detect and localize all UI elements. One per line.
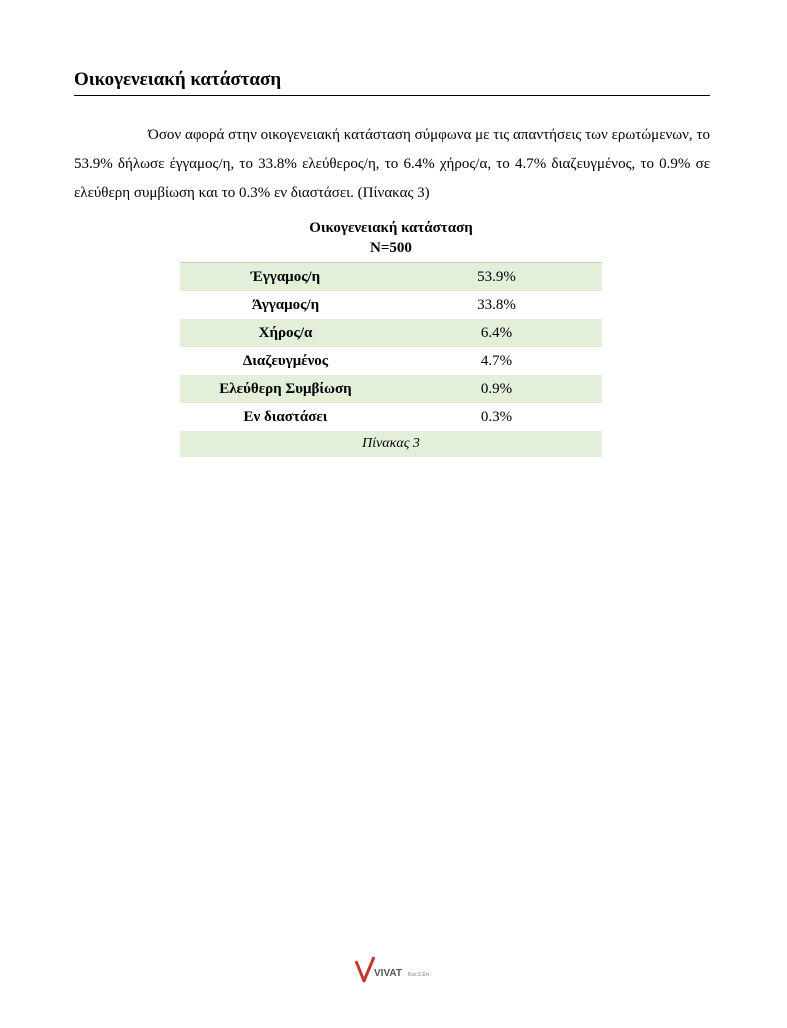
- table-caption: Πίνακας 3: [180, 431, 602, 457]
- row-value: 4.7%: [480, 352, 513, 369]
- marital-status-table: [180, 262, 602, 457]
- logo-subtext: Κον.Σ.Επ.: [408, 972, 431, 978]
- table-row: [180, 319, 602, 347]
- logo-v-mark: [356, 957, 374, 981]
- body-paragraph: Όσον αφορά στην οικογενειακή κατάσταση σύμφωνα με τις απαντήσεις των ερωτώμενων, το 53.9% δήλωσε έγγαμος/η, το 33.8% ελεύθερος/η, το 6.4% χήρος/α, το 4.7% διαζευγμένος, το 0.9% σε ελεύθερη συμβίωση και το 0.3% εν διαστάσει. (Πίνακας 3): [74, 127, 710, 201]
- row-value: 0.3%: [480, 408, 513, 425]
- row-value: 0.9%: [391, 375, 602, 403]
- row-label: Εν διαστάσει: [243, 408, 328, 425]
- table-row: [180, 291, 602, 319]
- row-label: Διαζευγμένος: [242, 352, 329, 369]
- vivat-logo: [354, 955, 444, 985]
- row-label: Ελεύθερη Συμβίωση: [180, 375, 391, 403]
- table-row: [180, 375, 602, 403]
- section-heading: Οικογενειακή κατάσταση: [74, 68, 710, 96]
- row-label: Χήρος/α: [180, 319, 391, 347]
- row-value: 6.4%: [391, 319, 602, 347]
- row-value: 53.9%: [391, 263, 602, 292]
- row-value: 33.8%: [477, 296, 516, 313]
- table-caption-row: [180, 431, 602, 457]
- table-row: [180, 347, 602, 375]
- table-subtitle: N=500: [370, 240, 412, 256]
- table-row: [180, 263, 602, 292]
- row-label: Άγγαμος/η: [251, 296, 320, 313]
- row-label: Έγγαμος/η: [180, 263, 391, 292]
- table-title: Οικογενειακή κατάσταση: [309, 220, 473, 236]
- table-title-block: [180, 218, 602, 258]
- table-row: [180, 403, 602, 431]
- logo-text: VIVAT: [374, 968, 402, 979]
